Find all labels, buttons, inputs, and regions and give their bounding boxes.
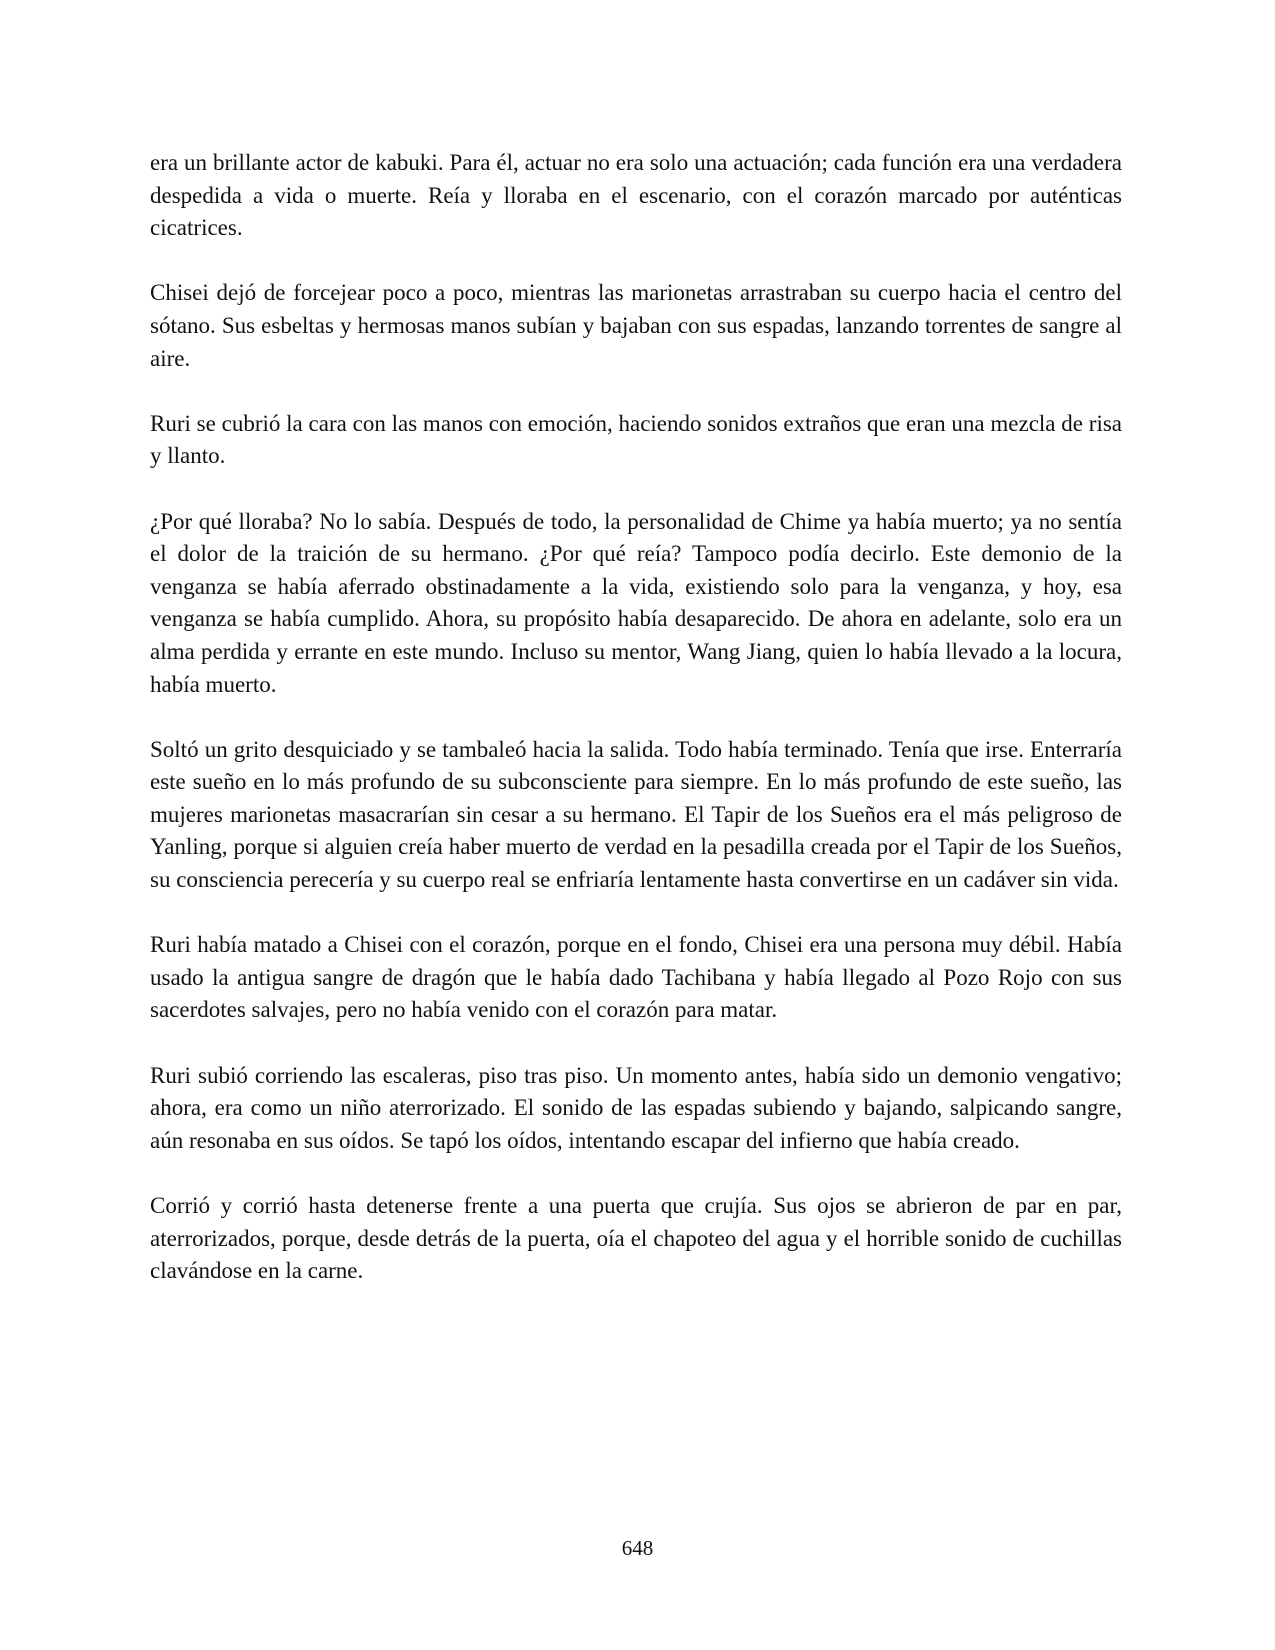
paragraph-5: Soltó un grito desquiciado y se tambaleó hacia la salida. Todo había terminado. Tenía que irse. Enterraría este sueño en lo más profundo de su subconsciente para siempre. En lo más profundo de este sueño, las mujeres marionetas masacrarían sin cesar a su hermano. El Tapir de los Sueños era el más peligroso de Yanling, porque si alguien creía haber muerto de verdad en la pesadilla creada por el Tapir de los Sueños, su consciencia perecería y su cuerpo real se enfriaría lentamente hasta convertirse en un cadáver sin vida. (150, 736, 1122, 893)
body-text (150, 147, 1122, 1320)
page-number: 648 (621, 1536, 654, 1560)
paragraph-7: Ruri subió corriendo las escaleras, piso tras piso. Un momento antes, había sido un demonio vengativo; ahora, era como un niño aterrorizado. El sonido de las espadas subiendo y bajando, salpicando sangre, aún resonaba en sus oídos. Se tapó los oídos, intentando escapar del infierno que había creado. (150, 1062, 1122, 1153)
paragraph-2: Chisei dejó de forcejear poco a poco, mientras las marionetas arrastraban su cuerpo hacia el centro del sótano. Sus esbeltas y hermosas manos subían y bajaban con sus espadas, lanzando torrentes de sangre al aire. (150, 280, 1122, 371)
paragraph-6: Ruri había matado a Chisei con el corazón, porque en el fondo, Chisei era una persona muy débil. Había usado la antigua sangre de dragón que le había dado Tachibana y había llegado al Pozo Rojo con sus sacerdotes salvajes, pero no había venido con el corazón para matar. (150, 932, 1122, 1023)
paragraph-3: Ruri se cubrió la cara con las manos con emoción, haciendo sonidos extraños que eran una mezcla de risa y llanto. (150, 410, 1122, 469)
paragraph-8: Corrió y corrió hasta detenerse frente a una puerta que crujía. Sus ojos se abrieron de par en par, aterrorizados, porque, desde detrás de la puerta, oía el chapoteo del agua y el horrible sonido de cuchillas clavándose en la carne. (150, 1193, 1122, 1284)
paragraph-1: era un brillante actor de kabuki. Para él, actuar no era solo una actuación; cada función era una verdadera despedida a vida o muerte. Reía y lloraba en el escenario, con el corazón marcado por auténticas cicatrices. (150, 150, 1122, 241)
paragraph-4: ¿Por qué lloraba? No lo sabía. Después de todo, la personalidad de Chime ya había muerto; ya no sentía el dolor de la traición de su hermano. ¿Por qué reía? Tampoco podía decirlo. Este demonio de la venganza se había aferrado obstinadamente a la vida, existiendo solo para la venganza, y hoy, esa venganza se había cumplido. Ahora, su propósito había desaparecido. De ahora en adelante, solo era un alma perdida y errante en este mundo. Incluso su mentor, Wang Jiang, quien lo había llevado a la locura, había muerto. (150, 508, 1122, 697)
